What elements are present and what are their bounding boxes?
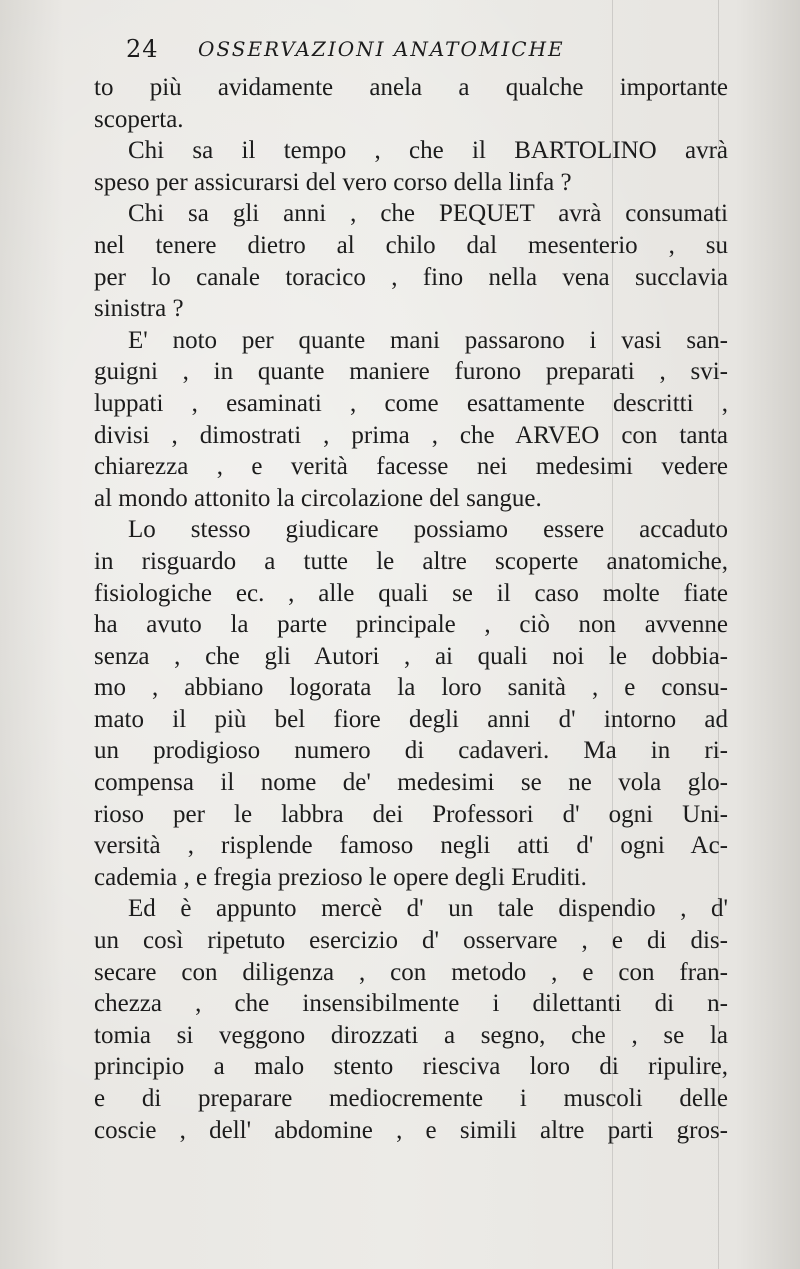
text-line: sinistra ?	[94, 295, 184, 323]
text-line: secare con diligenza , con metodo , e con fran-	[94, 958, 728, 986]
text-line: mo , abbiano logorata la loro sanità , e consu-	[94, 674, 728, 702]
text-line: un così ripetuto esercizio d' osservare , e di dis-	[94, 927, 728, 955]
text-line: guigni , in quante maniere furono preparati , svi-	[94, 358, 728, 386]
text-line: Ed è appunto mercè d' un tale dispendio , d'	[128, 895, 728, 923]
text-line: al mondo attonito la circolazione del sangue.	[94, 484, 542, 512]
text-line: divisi , dimostrati , prima , che ARVEO con tanta	[94, 421, 728, 449]
text-line: coscie , dell' abdomine , e simili altre parti gros-	[94, 1116, 728, 1144]
text-line: compensa il nome de' medesimi se ne vola glo-	[94, 769, 728, 797]
text-line: Chi sa gli anni , che PEQUET avrà consumati	[128, 200, 728, 228]
text-line: chezza , che insensibilmente i dilettanti di n-	[94, 990, 728, 1018]
text-line: E' noto per quante mani passarono i vasi san-	[128, 326, 728, 354]
text-line: nel tenere dietro al chilo dal mesenterio , su	[94, 231, 728, 259]
text-line: cademia , e fregia prezioso le opere degli Eruditi.	[94, 863, 587, 891]
text-line: Chi sa il tempo , che il BARTOLINO avrà	[128, 137, 728, 165]
text-line: ha avuto la parte principale , ciò non avvenne	[94, 611, 728, 639]
text-line: speso per assicurarsi del vero corso della linfa ?	[94, 168, 572, 196]
text-line: Lo stesso giudicare possiamo essere accaduto	[128, 516, 728, 544]
page-number: 24	[126, 35, 159, 63]
body-text	[94, 72, 728, 1146]
text-line: per lo canale toracico , fino nella vena succlavia	[94, 263, 728, 291]
text-line: rioso per le labbra dei Professori d' ogni Uni-	[94, 800, 728, 828]
text-line: luppati , esaminati , come esattamente descritti ,	[94, 389, 728, 417]
text-line: principio a malo stento riesciva loro di ripulire,	[94, 1053, 728, 1081]
text-line: un prodigioso numero di cadaveri. Ma in ri-	[94, 737, 728, 765]
text-line: e di preparare mediocremente i muscoli delle	[94, 1085, 728, 1112]
text-line: to più avidamente anela a qualche importante	[94, 74, 728, 101]
text-line: versità , risplende famoso negli atti d' ogni Ac-	[94, 832, 728, 860]
running-head	[108, 35, 668, 65]
text-line: chiarezza , e verità facesse nei medesimi vedere	[94, 453, 728, 481]
running-title: OSSERVAZIONI ANATOMICHE	[198, 37, 565, 61]
text-line: fisiologiche ec. , alle quali se il caso molte fiate	[94, 579, 728, 607]
text-line: senza , che gli Autori , ai quali noi le dobbia-	[94, 642, 728, 670]
text-line: in risguardo a tutte le altre scoperte anatomiche,	[94, 547, 728, 575]
text-line: tomia si veggono dirozzati a segno, che , se la	[94, 1021, 728, 1049]
text-line: mato il più bel fiore degli anni d' intorno ad	[94, 705, 728, 733]
text-line: scoperta.	[94, 105, 184, 133]
